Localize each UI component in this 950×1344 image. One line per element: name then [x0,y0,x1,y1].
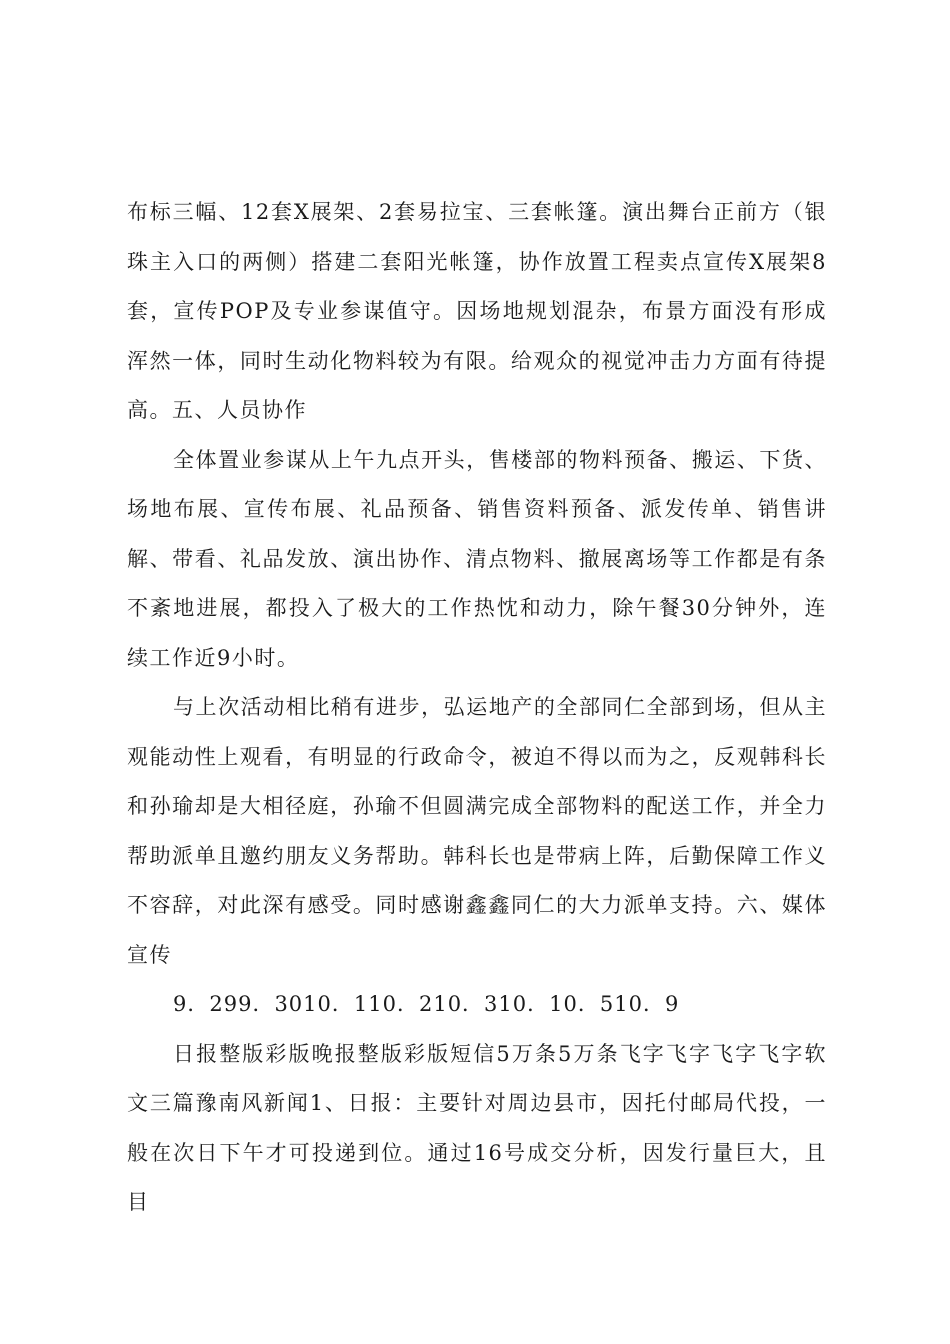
paragraph-colleague-review: 与上次活动相比稍有进步，弘运地产的全部同仁全部到场，但从主观能动性上观看，有明显的行政命令，被迫不得以而为之，反观韩科长和孙瑜却是大相径庭，孙瑜不但圆满完成全部物料的配送工作，并全力帮助派单且邀约朋友义务帮助。韩科长也是带病上阵，后勤保障工作义不容辞，对此深有感受。同时感谢鑫鑫同仁的大力派单支持。六、媒体宣传 [127,695,827,967]
paragraph-media-figures: 9．299．3010．110．210．310．10．510．9 [173,992,680,1016]
paragraph-media-channels: 日报整版彩版晚报整版彩版短信5万条5万条飞字飞字飞字飞字软文三篇豫南风新闻1、日报：主要针对周边县市，因托付邮局代投，一般在次日下午才可投递到位。通过16号成交分析，因发行量巨大，且目 [127,1041,827,1214]
document-body [127,188,827,1228]
paragraph-staff-work: 全体置业参谋从上午九点开头，售楼部的物料预备、搬运、下货、场地布展、宣传布展、礼品预备、销售资料预备、派发传单、销售讲解、带看、礼品发放、演出协作、清点物料、撤展离场等工作都是有条不紊地进展，都投入了极大的工作热忱和动力，除午餐30分钟外，连续工作近9小时。 [127,447,827,670]
paragraph-venue-setup: 布标三幅、12套X展架、2套易拉宝、三套帐篷。演出舞台正前方（银珠主入口的两侧）搭建二套阳光帐篷，协作放置工程卖点宣传X展架8套，宣传POP及专业参谋值守。因场地规划混杂，布景方面没有形成浑然一体，同时生动化物料较为有限。给观众的视觉冲击力方面有待提高。五、人员协作 [127,200,827,422]
